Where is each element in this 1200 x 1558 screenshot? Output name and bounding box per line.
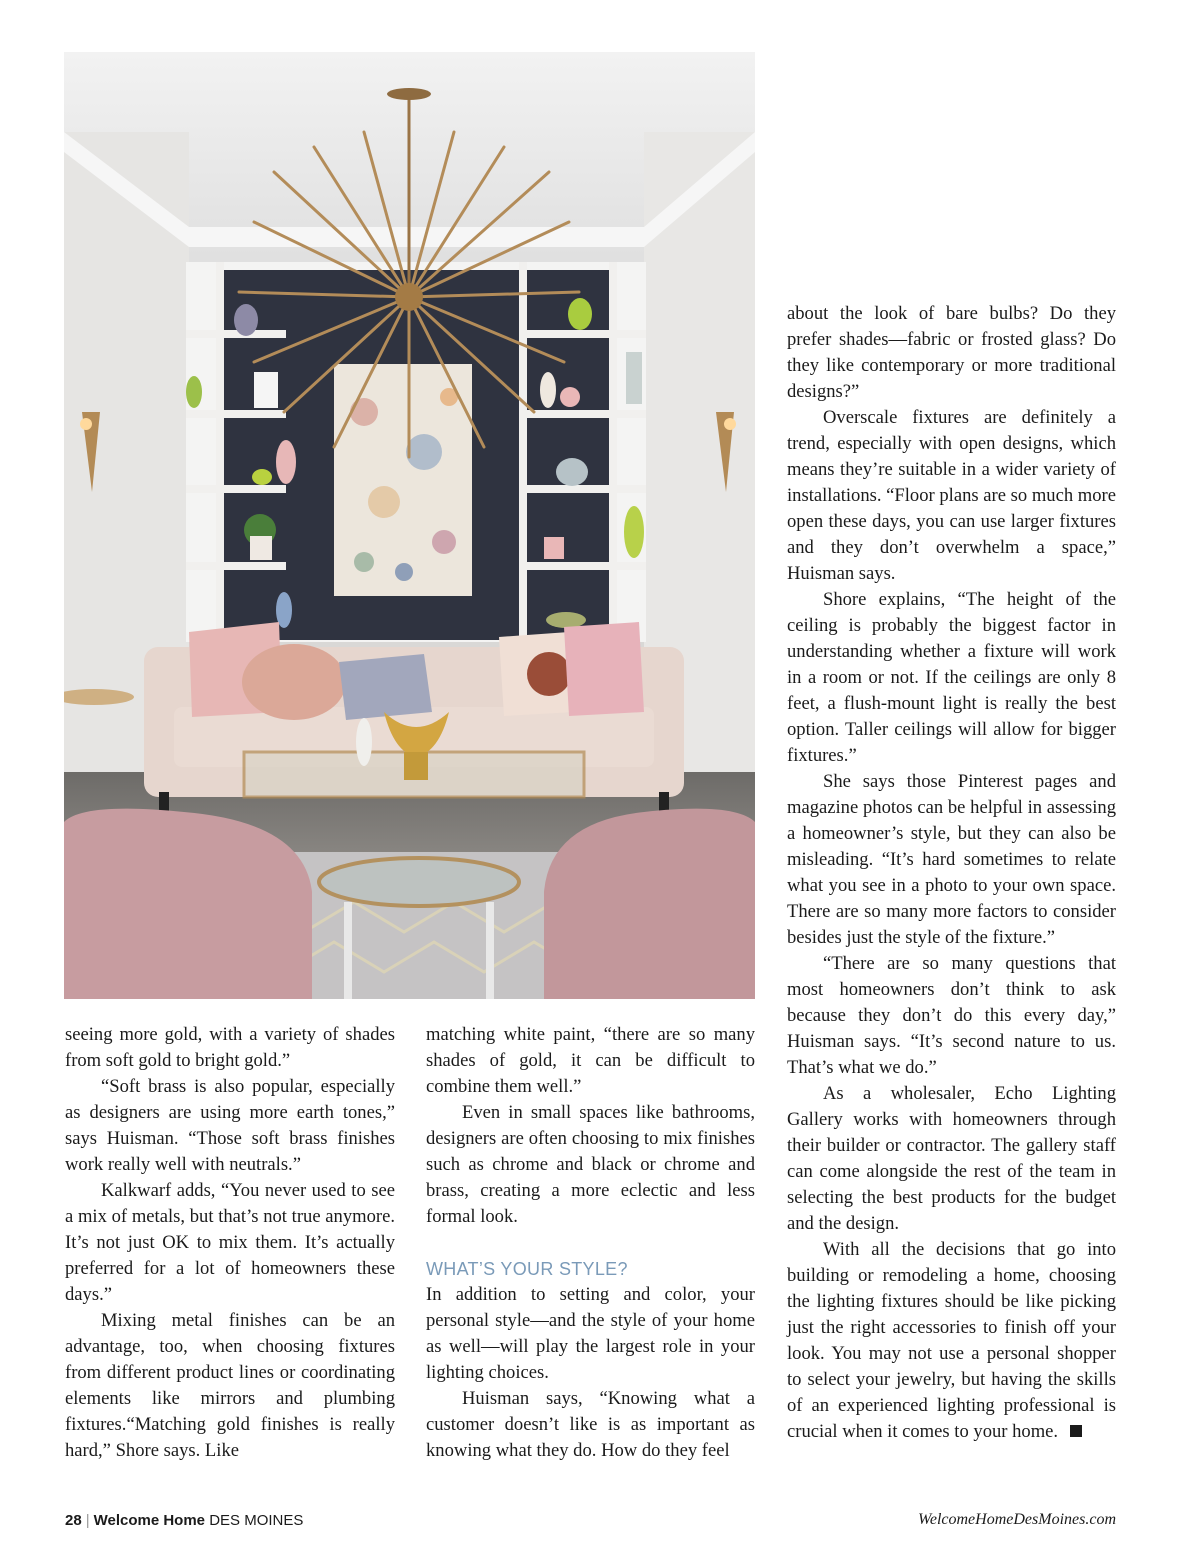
section-subhead: WHAT’S YOUR STYLE? xyxy=(426,1259,628,1279)
paragraph: seeing more gold, with a variety of shades from soft gold to bright gold.” xyxy=(65,1024,395,1071)
page-number: 28 xyxy=(65,1512,82,1529)
final-paragraph xyxy=(787,1237,1116,1445)
paragraph: Mixing metal finishes can be an advantage, too, when choosing fixtures from different product lines or coordinating elements like mirrors and plumbing fixtures.“Matching gold finishes is really hard,” Shore says. Like xyxy=(65,1310,395,1461)
footer-folio xyxy=(65,1512,303,1529)
end-mark-icon xyxy=(1070,1425,1082,1437)
footer-website: WelcomeHomeDesMoines.com xyxy=(917,1511,1116,1528)
paragraph: In addition to setting and color, your personal style—and the style of your home as well—will play the largest role in your lighting choices. xyxy=(426,1284,755,1383)
paragraph: Kalkwarf adds, “You never used to see a mix of metals, but that’s not true anymore. It’s not just OK to mix them. It’s actually preferred for a lot of homeowners these days.” xyxy=(65,1180,395,1305)
paragraph: Even in small spaces like bathrooms, designers are often choosing to mix finishes such as chrome and black or chrome and brass, creating a more eclectic and less formal look. xyxy=(426,1102,755,1227)
paragraph: As a wholesaler, Echo Lighting Gallery works with homeowners through their builder or contractor. The gallery staff can come alongside the rest of the team in selecting the best products for the budget and the design. xyxy=(787,1083,1116,1234)
folio-separator: | xyxy=(85,1512,90,1529)
paragraph: She says those Pinterest pages and magazine photos can be helpful in assessing a homeowner’s style, but they can also be misleading. “It’s hard sometimes to relate what you see in a photo to your own space. There are so many more factors to consider besides just the style of the fixture.” xyxy=(787,771,1116,948)
article-column-1 xyxy=(65,1022,395,1464)
paragraph: Huisman says, “Knowing what a customer doesn’t like is as important as knowing what they do. How do they feel xyxy=(426,1388,755,1461)
magazine-city: DES MOINES xyxy=(209,1512,304,1529)
living-room-photo xyxy=(64,52,755,999)
paragraph: Shore explains, “The height of the ceiling is probably the biggest factor in understanding whether a fixture will work in a room or not. If the ceilings are only 8 feet, a flush-mount light is really the best option. Taller ceilings will allow for bigger fixtures.” xyxy=(787,589,1116,766)
paragraph: “There are so many questions that most homeowners don’t think to ask because they don’t do this every day,” Huisman says. “It’s second nature to us. That’s what we do.” xyxy=(787,953,1116,1078)
paragraph-text: With all the decisions that go into building or remodeling a home, choosing the lighting fixtures should be like picking just the right accessories to finish off your look. You may not use a personal shopper to select your jewelry, but having the skills of an experienced lighting professional is crucial when it comes to your home. xyxy=(787,1239,1116,1442)
article-column-2 xyxy=(426,1022,755,1464)
paragraph: about the look of bare bulbs? Do they prefer shades—fabric or frosted glass? Do they like contemporary or more traditional designs?” xyxy=(787,303,1116,402)
paragraph: “Soft brass is also popular, especially as designers are using more earth tones,” says Huisman. “Those soft brass finishes work really well with neutrals.” xyxy=(65,1076,395,1175)
magazine-brand: Welcome Home xyxy=(93,1512,206,1529)
article-column-3 xyxy=(787,301,1116,1445)
paragraph: Overscale fixtures are definitely a trend, especially with open designs, which means they’re suitable in a wider variety of installations. “Floor plans are so much more open these days, you can use larger fixtures and they don’t overwhelm a space,” Huisman says. xyxy=(787,407,1116,584)
paragraph: matching white paint, “there are so many shades of gold, it can be difficult to combine them well.” xyxy=(426,1024,755,1097)
living-room-illustration xyxy=(64,52,755,999)
